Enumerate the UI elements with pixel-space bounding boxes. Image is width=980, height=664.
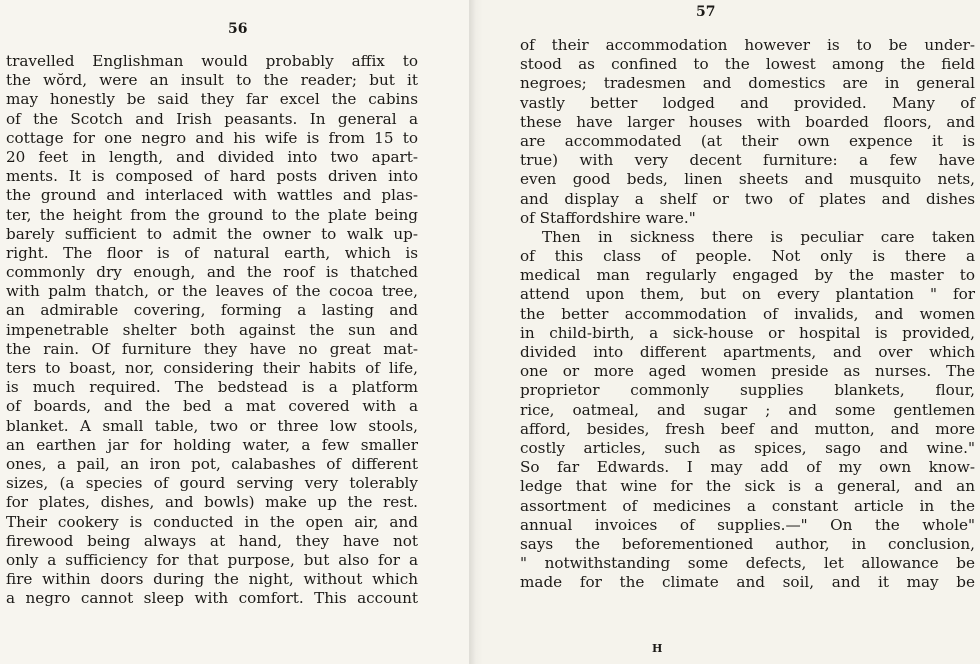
text-line: of their accommodation however is to be under- [520,36,975,54]
text-line: Their cookery is conducted in the open air, and [6,512,418,531]
text-line: assortment of medicines a constant article in the [520,496,975,515]
text-line: right. The floor is of natural earth, which is [6,243,418,262]
text-line: commonly dry enough, and the roof is thatched [6,263,418,282]
text-line: is much required. The bedstead is a platform [6,378,418,397]
text-line: the wŏrd, were an insult to the reader; but it [6,71,418,90]
text-line: fire within doors during the night, without which [6,570,418,589]
page-number: 57 [696,4,716,20]
text-line: in child-birth, a sick-house or hospital is provided, [520,323,975,342]
text-line: barely sufficient to admit the owner to walk up- [6,224,418,243]
text-line: made for the climate and soil, and it may be [520,573,975,592]
text-line: ments. It is composed of hard posts driven into [6,167,418,186]
text-line: divided into different apartments, and over which [520,343,975,361]
text-line: stood as confined to the lowest among the field [520,55,975,74]
text-line: blanket. A small table, two or three low stools, [6,416,418,435]
text-line: vastly better lodged and provided. Many of [520,93,975,112]
text-line: one or more aged women preside as nurses. The [520,362,975,381]
text-column [6,52,418,608]
text-line: Then in sickness there is peculiar care taken [542,227,975,246]
text-line: a negro cannot sleep with comfort. This account [6,589,418,608]
text-line: ters to boast, nor, considering their habits of life, [6,359,418,377]
text-line: only a sufficiency for that purpose, but also for a [6,550,418,569]
text-line: and display a shelf or two of plates and dishes [520,189,975,208]
text-line: even good beds, linen sheets and musquito nets, [520,170,975,189]
text-line: rice, oatmeal, and sugar ; and some gentlemen [520,400,975,419]
text-line: medical man regularly engaged by the master to [520,266,975,285]
text-line: sizes, (a species of gourd serving very tolerably [6,474,418,493]
text-line: annual invoices of supplies.—" On the whole" [520,515,975,534]
text-line: of the Scotch and Irish peasants. In general a [6,109,418,128]
text-line: afford, besides, fresh beef and mutton, and more [520,419,975,438]
text-line: impenetrable shelter both against the sun and [6,320,418,339]
text-line: So far Edwards. I may add of my own know- [520,458,975,477]
signature-mark: H [652,642,663,655]
text-line: ledge that wine for the sick is a general, and an [520,477,975,496]
text-line: ter, the height from the ground to the plate being [6,205,418,224]
text-line: true) with very decent furniture: a few have [520,151,975,170]
text-line: of Staffordshire ware." [520,208,696,227]
text-line: with palm thatch, or the leaves of the cocoa tree, [6,282,418,301]
text-line: ones, a pail, an iron pot, calabashes of different [6,454,418,473]
text-line: says the beforementioned author, in conclusion, [520,534,975,553]
right-page [470,0,980,664]
text-line: 20 feet in length, and divided into two apart- [6,147,418,166]
text-line: proprietor commonly supplies blankets, flour, [520,381,975,400]
text-column [520,36,975,592]
page-number: 56 [228,21,248,37]
text-line: the better accommodation of invalids, and women [520,304,975,323]
text-line: negroes; tradesmen and domestics are in general [520,74,975,93]
text-line: cottage for one negro and his wife is from 15 to [6,128,418,147]
left-page [0,0,470,664]
gutter-shadow [469,0,483,664]
text-line: the rain. Of furniture they have no great mat- [6,339,418,358]
text-line: these have larger houses with boarded floors, and [520,112,975,131]
text-line: travelled Englishman would probably affix to [6,52,418,70]
text-line: firewood being always at hand, they have not [6,531,418,550]
text-line: the ground and interlaced with wattles and plas- [6,186,418,205]
text-line: costly articles, such as spices, sago and wine." [520,438,975,457]
text-line: are accommodated (at their own expence it is [520,131,975,150]
text-line: for plates, dishes, and bowls) make up the rest. [6,493,418,512]
text-line: an earthen jar for holding water, a few smaller [6,435,418,454]
text-line: " notwithstanding some defects, let allowance be [520,554,975,573]
text-line: an admirable covering, forming a lasting and [6,301,418,320]
text-line: may honestly be said they far excel the cabins [6,90,418,109]
text-line: of this class of people. Not only is there a [520,247,975,266]
text-line: attend upon them, but on every plantation " for [520,285,975,304]
text-line: of boards, and the bed a mat covered with a [6,397,418,416]
